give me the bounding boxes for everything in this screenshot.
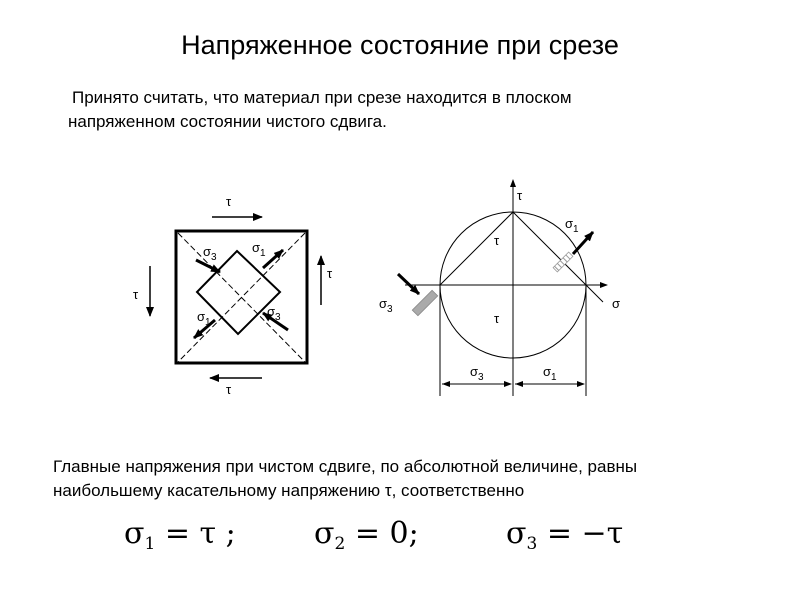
sigma3-dim-label <box>470 364 484 383</box>
sigma3-label-circle <box>379 296 393 315</box>
mohr-circle-diagram <box>379 180 620 396</box>
svg-text:σ: σ <box>203 244 212 259</box>
formula-sigma1: $\sigma_1 = \tau$ ; <box>124 516 236 554</box>
sigma1-dim-label <box>543 364 557 383</box>
svg-text:σ: σ <box>543 364 552 379</box>
tau-label-lower: τ <box>494 311 500 326</box>
svg-text:σ: σ <box>379 296 388 311</box>
intro-line-1: Принято считать, что материал при срезе находится в плоском <box>72 88 572 107</box>
svg-text:1: 1 <box>205 317 211 328</box>
tau-axis-label: τ <box>517 188 523 203</box>
chord-left <box>440 212 513 285</box>
svg-text:3: 3 <box>275 312 281 323</box>
sigma3-arrow <box>398 274 419 294</box>
sigma1-label-lower-left <box>197 309 211 328</box>
svg-text:σ: σ <box>252 240 261 255</box>
tau-label-left: τ <box>133 287 139 302</box>
principal-stresses-text <box>53 455 773 503</box>
svg-text:1: 1 <box>551 372 557 383</box>
svg-text:3: 3 <box>211 252 217 263</box>
svg-text:σ: σ <box>565 216 574 231</box>
sigma1-arrow <box>573 232 593 254</box>
svg-text:σ: σ <box>470 364 479 379</box>
hatch-sigma3-plane <box>412 290 437 315</box>
tau-label-top: τ <box>226 194 232 209</box>
formula-sigma2: $\sigma_2 = 0$; <box>314 516 419 554</box>
sigma1-label-upper-right <box>252 240 266 259</box>
svg-text:3: 3 <box>387 304 393 315</box>
tau-label-right: τ <box>327 266 333 281</box>
svg-text:σ: σ <box>267 304 276 319</box>
sigma-axis-label: σ <box>612 296 621 311</box>
sigma1-label-circle <box>565 216 579 235</box>
page-title: Напряженное состояние при срезе <box>181 30 619 60</box>
pure-shear-square-diagram <box>133 194 333 397</box>
bottom-line-1: Главные напряжения при чистом сдвиге, по абсолютной величине, равны <box>53 457 638 476</box>
svg-text:1: 1 <box>573 224 579 235</box>
chord-right <box>513 212 603 302</box>
bottom-line-2: наибольшему касательному напряжению τ, соответственно <box>53 481 525 500</box>
tau-label-bottom: τ <box>226 382 232 397</box>
svg-text:3: 3 <box>478 372 484 383</box>
intro-line-2: напряженном состоянии чистого сдвига. <box>68 112 387 131</box>
tau-label-upper: τ <box>494 233 500 248</box>
svg-text:σ: σ <box>197 309 206 324</box>
svg-text:1: 1 <box>260 248 266 259</box>
formula-sigma3: $\sigma_3 = -\tau$ <box>506 516 624 554</box>
